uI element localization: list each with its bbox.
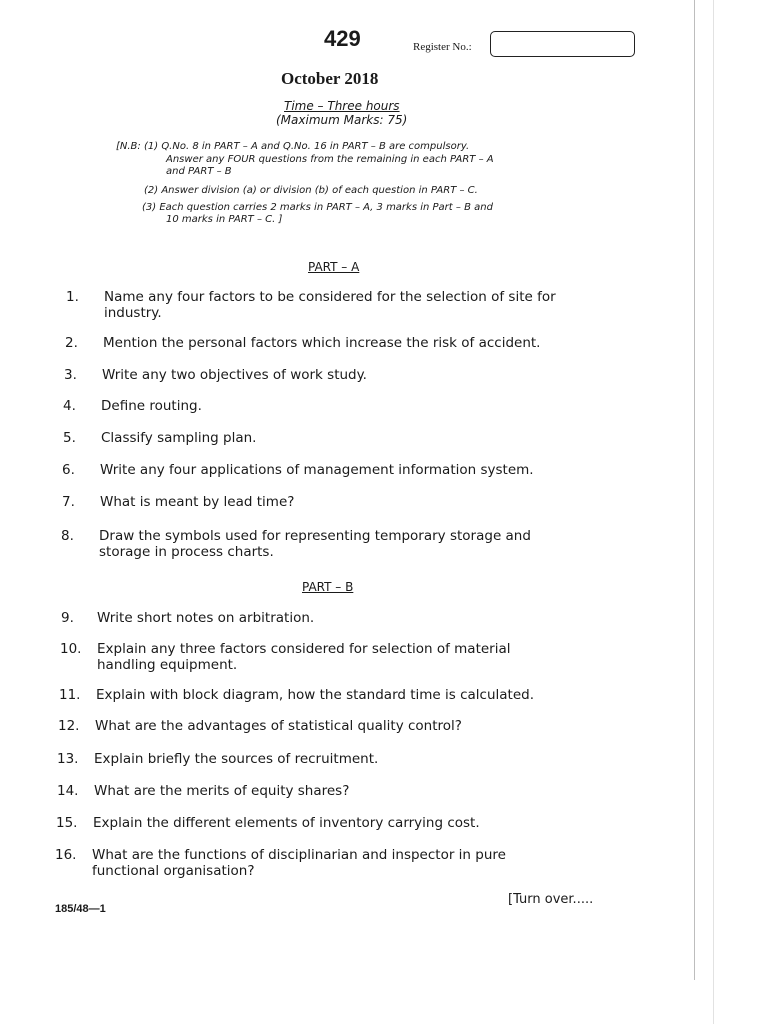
- page-edge-line: [694, 0, 695, 980]
- question-text: What are the advantages of statistical quality control?: [95, 718, 462, 734]
- question-text: Write any four applications of management information system.: [100, 462, 534, 478]
- question-item: [58, 718, 618, 736]
- question-number: 16.: [55, 847, 77, 863]
- note-3b: 10 marks in PART – C. ]: [166, 214, 283, 225]
- question-number: 11.: [59, 687, 81, 703]
- question-item: [65, 335, 625, 353]
- question-text: Classify sampling plan.: [101, 430, 257, 446]
- question-item: [62, 494, 622, 512]
- question-number: 2.: [65, 335, 78, 351]
- note-2: (2) Answer division (a) or division (b) of each question in PART – C.: [144, 185, 478, 196]
- question-text-line2: functional organisation?: [92, 863, 255, 879]
- question-number: 15.: [56, 815, 78, 831]
- question-item: [59, 687, 619, 705]
- question-number: 14.: [57, 783, 79, 799]
- part-b-heading: PART – B: [302, 580, 354, 594]
- question-item: [63, 430, 623, 448]
- question-number: 12.: [58, 718, 80, 734]
- question-number: 3.: [64, 367, 77, 383]
- question-text: Explain any three factors considered for selection of material: [97, 641, 511, 657]
- question-number: 4.: [63, 398, 76, 414]
- question-text: Explain the different elements of inventory carrying cost.: [93, 815, 480, 831]
- question-text: What is meant by lead time?: [100, 494, 295, 510]
- question-text: Draw the symbols used for representing temporary storage and: [99, 528, 531, 544]
- question-text: Define routing.: [101, 398, 202, 414]
- question-item: [55, 847, 615, 881]
- question-number: 13.: [57, 751, 79, 767]
- question-number: 8.: [61, 528, 74, 544]
- maximum-marks: (Maximum Marks: 75): [276, 113, 408, 127]
- question-number: 9.: [61, 610, 74, 626]
- question-item: [57, 751, 617, 769]
- page-edge-line-faint: [713, 0, 714, 1024]
- question-text: Write short notes on arbitration.: [97, 610, 315, 626]
- question-number: 1.: [66, 289, 79, 305]
- question-item: [64, 367, 624, 385]
- question-text: Explain briefly the sources of recruitment.: [94, 751, 379, 767]
- exam-month: October 2018: [281, 69, 379, 88]
- note-1b: Answer any FOUR questions from the remaining in each PART – A: [166, 154, 494, 165]
- note-3a: (3) Each question carries 2 marks in PART – A, 3 marks in Part – B and: [142, 202, 493, 213]
- question-number: 6.: [62, 462, 75, 478]
- register-label: Register No.:: [413, 41, 472, 53]
- question-item: [56, 815, 616, 833]
- question-text-line2: industry.: [104, 305, 162, 321]
- footer-paper-code: 185/48—1: [55, 903, 106, 915]
- turn-over-note: [Turn over.....: [508, 892, 594, 907]
- question-item: [60, 641, 620, 675]
- question-item: [61, 610, 621, 628]
- note-1c: and PART – B: [166, 166, 232, 177]
- question-item: [62, 462, 622, 480]
- question-number: 7.: [62, 494, 75, 510]
- question-text: Explain with block diagram, how the standard time is calculated.: [96, 687, 535, 703]
- register-number-box: [490, 31, 635, 57]
- question-text: What are the functions of disciplinarian and inspector in pure: [92, 847, 506, 863]
- question-item: [57, 783, 617, 801]
- question-item: [61, 528, 621, 562]
- question-text: What are the merits of equity shares?: [94, 783, 350, 799]
- question-text: Name any four factors to be considered for the selection of site for: [104, 289, 556, 305]
- paper-code: 429: [324, 26, 361, 51]
- question-item: [66, 289, 626, 323]
- question-item: [63, 398, 623, 416]
- question-text-line2: storage in process charts.: [99, 544, 274, 560]
- question-text-line2: handling equipment.: [97, 657, 238, 673]
- question-text: Mention the personal factors which increase the risk of accident.: [103, 335, 541, 351]
- part-a-heading: PART – A: [308, 260, 360, 274]
- note-1a: [N.B: (1) Q.No. 8 in PART – A and Q.No. 16 in PART – B are compulsory.: [116, 141, 470, 152]
- question-number: 5.: [63, 430, 76, 446]
- question-number: 10.: [60, 641, 82, 657]
- exam-duration: Time – Three hours: [284, 99, 400, 113]
- question-text: Write any two objectives of work study.: [102, 367, 367, 383]
